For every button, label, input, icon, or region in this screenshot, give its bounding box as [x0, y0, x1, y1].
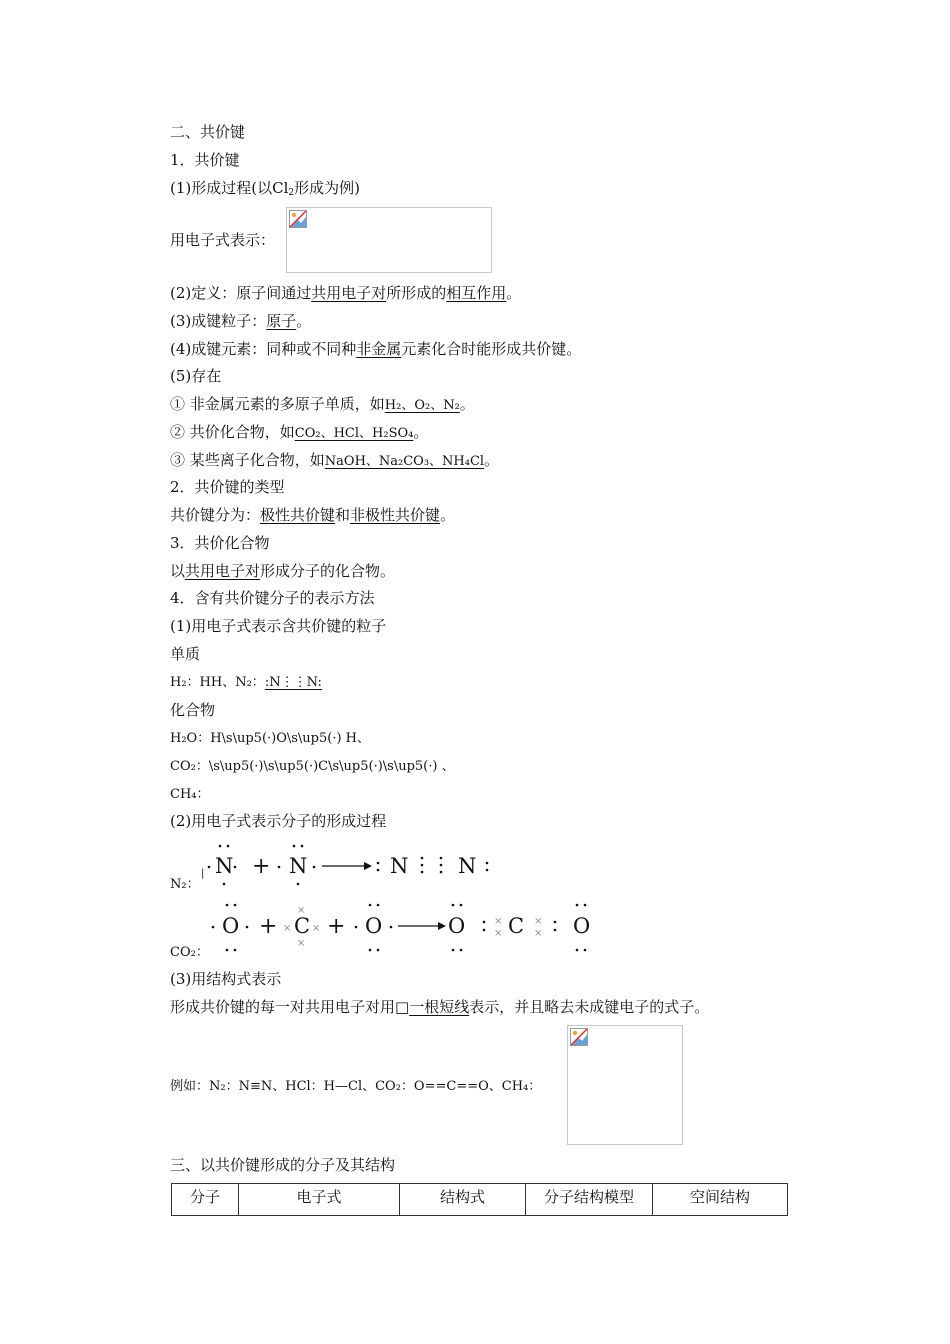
- electron-dot: [440, 864, 443, 867]
- electron-dot: [219, 845, 222, 848]
- product-o-2: O: [573, 914, 591, 938]
- existence-item-3: [170, 450, 499, 472]
- answer-blank: NaOH、Na₂CO₃、NH₄Cl: [324, 454, 485, 469]
- electron-dot: [421, 871, 424, 874]
- bonding-particle-line: [170, 311, 311, 331]
- ch4-structure-image: [567, 1025, 683, 1145]
- electron-dot: [246, 926, 249, 929]
- electron-dot: [486, 862, 489, 865]
- electron-dot: [226, 904, 229, 907]
- n-atom-2: N: [289, 854, 308, 878]
- text: ③ 某些离子化合物，如: [170, 451, 325, 469]
- product-o-1: O: [448, 914, 466, 938]
- covalent-compound-def: [170, 561, 395, 581]
- separator-mark: |: [201, 868, 205, 879]
- text: 所形成的: [386, 284, 447, 302]
- electron-dot: [440, 857, 443, 860]
- text: 形成共价键的每一对共用电子对用□: [170, 998, 410, 1016]
- electron-dot: [460, 904, 463, 907]
- compound-label: 化合物: [170, 701, 216, 719]
- answer-blank: 相互作用: [446, 284, 507, 302]
- product-n-1: N: [390, 854, 409, 878]
- answer-blank: :N⋮⋮N:: [264, 675, 322, 690]
- product-n-2: N: [458, 854, 477, 878]
- cross-electron: ×: [534, 916, 543, 927]
- structural-formula-examples: 例如：N₂：N≡N、HCl：H—Cl、CO₂：O==C==O、CH₄：: [170, 1079, 542, 1094]
- o-atom-1: O: [222, 914, 240, 938]
- plus-sign-2: +: [327, 914, 346, 939]
- text: (3)成键粒子：: [170, 312, 267, 330]
- answer-blank: H₂、O₂、N₂: [384, 398, 460, 413]
- representation-1: (1)用电子式表示含共价键的粒子: [170, 617, 387, 635]
- table-header-cell: 分子: [172, 1184, 239, 1216]
- answer-blank: 共用电子对: [311, 284, 387, 302]
- electron-dot: [212, 926, 215, 929]
- electron-dot: [227, 845, 230, 848]
- answer-blank: 一根短线: [409, 998, 470, 1016]
- text: 共价键分为：: [170, 506, 261, 524]
- text: 。: [484, 451, 500, 469]
- section-3-title: 三、以共价键形成的分子及其结构: [170, 1156, 396, 1174]
- text: (2)定义：原子间通过: [170, 284, 312, 302]
- text: 形成分子的化合物。: [260, 562, 396, 580]
- electron-dot: [234, 904, 237, 907]
- cross-electron: ×: [297, 905, 306, 916]
- cross-electron: ×: [534, 928, 543, 939]
- n2-formation-diagram: [196, 836, 506, 894]
- molecule-structure-table: [171, 1183, 788, 1216]
- electron-dot: [483, 921, 486, 924]
- electron-dot: [576, 949, 579, 952]
- text: 。: [506, 284, 522, 302]
- n-atom-1: N: [215, 854, 234, 878]
- n2-label: N₂：: [170, 877, 200, 892]
- text: 形成为例): [294, 179, 360, 197]
- arrow-head: [364, 862, 372, 870]
- text: 表示，并且略去未成键电子的式子。: [469, 998, 710, 1016]
- text: 。: [413, 423, 429, 441]
- table-header-cell: 分子结构模型: [526, 1184, 653, 1216]
- text: ② 共价化合物，如: [170, 423, 295, 441]
- answer-blank: 非金属: [356, 340, 402, 358]
- cross-electron: ×: [494, 928, 503, 939]
- electron-dot: [452, 949, 455, 952]
- broken-image-icon: [570, 1028, 588, 1046]
- text: ① 非金属元素的多原子单质，如: [170, 395, 385, 413]
- answer-blank: CO₂、HCl、H₂SO₄: [294, 426, 414, 441]
- subsection-1-title: 1．共价键: [170, 151, 240, 169]
- text: H₂：HH、N₂：: [170, 675, 265, 690]
- electron-dot: [234, 949, 237, 952]
- electron-dot: [234, 866, 237, 869]
- subsection-4-title: 4．含有共价键分子的表示方法: [170, 589, 375, 607]
- electron-dot: [377, 862, 380, 865]
- existence-item-1: [170, 394, 475, 416]
- representation-3: (3)用结构式表示: [170, 970, 282, 988]
- electron-dot: [377, 949, 380, 952]
- electron-dot: [486, 869, 489, 872]
- plus-sign: +: [252, 854, 271, 879]
- h2o-line: H₂O：H\s\up5(·)O\s\up5(·) H、: [170, 731, 371, 746]
- c-atom: C: [294, 914, 311, 938]
- representation-2: (2)用电子式表示分子的形成过程: [170, 812, 387, 830]
- electron-dot: [208, 866, 211, 869]
- section-2-title: 二、共价键: [170, 123, 246, 141]
- product-c: C: [508, 914, 525, 938]
- answer-blank: 极性共价键: [260, 506, 336, 524]
- co2-formation-diagram: [200, 893, 600, 961]
- answer-blank: 非极性共价键: [350, 506, 441, 524]
- existence-title: (5)存在: [170, 367, 222, 385]
- subscript: 2: [288, 188, 295, 198]
- electron-dot: [421, 864, 424, 867]
- text: 以: [170, 562, 186, 580]
- table-header-cell: 电子式: [239, 1184, 400, 1216]
- co2-line: CO₂：\s\up5(·)\s\up5(·)C\s\up5(·)\s\up5(·) 、: [170, 759, 455, 774]
- answer-blank: 共用电子对: [185, 562, 261, 580]
- subsection-3-title: 3．共价化合物: [170, 534, 270, 552]
- subsection-2-title: 2．共价键的类型: [170, 478, 285, 496]
- cross-electron: ×: [283, 923, 292, 934]
- broken-image-icon: [289, 210, 307, 228]
- electron-dot: [483, 929, 486, 932]
- table-header-cell: 空间结构: [653, 1184, 788, 1216]
- electron-dot: [313, 866, 316, 869]
- electron-formula-label: 用电子式表示：: [170, 231, 276, 249]
- electron-dot: [301, 845, 304, 848]
- o-atom-2: O: [365, 914, 383, 938]
- text: 。: [296, 312, 312, 330]
- electron-dot: [297, 883, 300, 886]
- electron-dot: [355, 926, 358, 929]
- cross-electron: ×: [494, 916, 503, 927]
- electron-dot: [554, 929, 557, 932]
- electron-dot: [390, 926, 393, 929]
- single-substance-line: [170, 673, 322, 693]
- single-substance-label: 单质: [170, 645, 201, 663]
- arrow-head: [438, 922, 446, 930]
- electron-dot: [460, 949, 463, 952]
- bond-types-line: [170, 505, 455, 525]
- formation-process-line: [170, 178, 360, 198]
- electron-dot: [223, 883, 226, 886]
- electron-dot: [278, 866, 281, 869]
- electron-dot: [576, 904, 579, 907]
- electron-dot: [421, 857, 424, 860]
- structural-formula-def: [170, 997, 709, 1017]
- text: 。: [440, 506, 456, 524]
- answer-blank: 原子: [266, 312, 297, 330]
- electron-dot: [377, 904, 380, 907]
- table-header-row: [172, 1184, 788, 1216]
- plus-sign-1: +: [259, 914, 278, 939]
- bonding-element-line: [170, 339, 581, 359]
- cross-electron: ×: [312, 923, 321, 934]
- electron-dot: [554, 921, 557, 924]
- text: (1)形成过程(以Cl: [170, 179, 289, 197]
- text: 和: [335, 506, 351, 524]
- cross-electron: ×: [297, 938, 306, 949]
- text: 元素化合时能形成共价键。: [401, 340, 582, 358]
- cl2-formation-image: [286, 207, 492, 273]
- electron-dot: [440, 871, 443, 874]
- electron-dot: [584, 904, 587, 907]
- table-header-cell: 结构式: [400, 1184, 526, 1216]
- text: 。: [459, 395, 475, 413]
- existence-item-2: [170, 422, 428, 444]
- definition-line: [170, 283, 521, 303]
- electron-dot: [226, 949, 229, 952]
- electron-dot: [377, 869, 380, 872]
- electron-dot: [584, 949, 587, 952]
- electron-dot: [369, 949, 372, 952]
- electron-dot: [452, 904, 455, 907]
- co2-label: CO₂：: [170, 945, 209, 960]
- electron-dot: [293, 845, 296, 848]
- electron-dot: [369, 904, 372, 907]
- ch4-line: CH₄：: [170, 787, 210, 802]
- text: (4)成键元素：同种或不同种: [170, 340, 357, 358]
